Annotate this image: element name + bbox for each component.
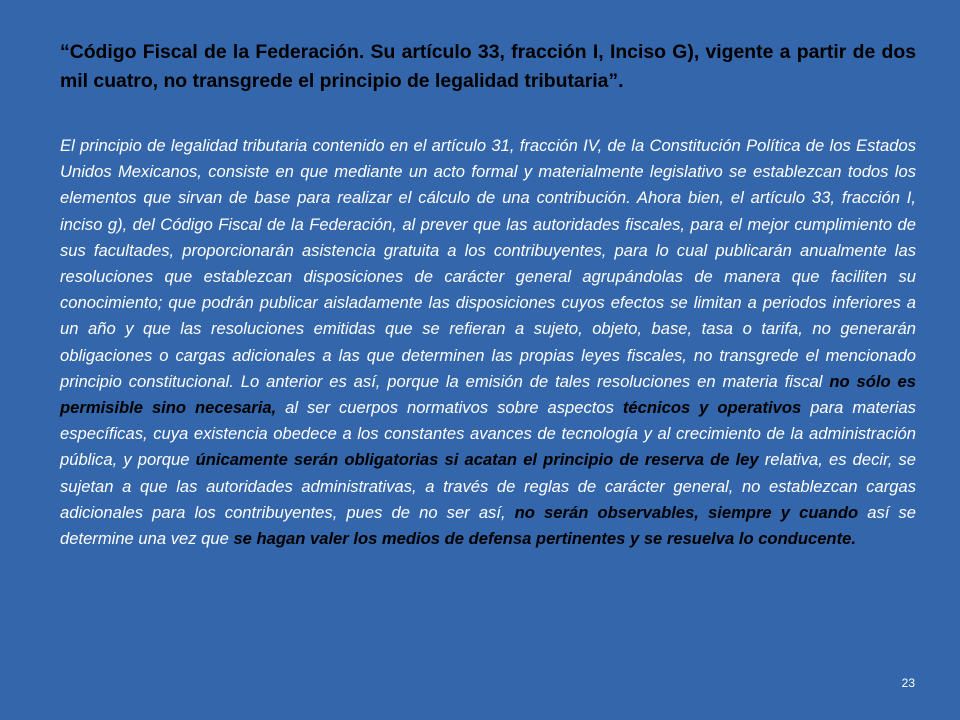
slide-title: “Código Fiscal de la Federación. Su artículo 33, fracción I, Inciso G), vigente a partir de dos mil cuatro, no transgrede el principio de legalidad tributaria”.	[60, 41, 916, 92]
body-text-segment: para materias específicas, cuya existencia obedece a los constantes avances de tecnología y al crecimiento de la administración pública, y porque	[60, 398, 916, 470]
emphasis-tecnicos: técnicos y operativos	[622, 398, 802, 418]
page-number: 23	[901, 676, 915, 690]
body-text-segment: relativa, es decir, se sujetan a que las autoridades administrativas, a través de reglas de carácter general, no establezcan cargas adicionales para los contribuyentes, pues de no ser así,	[60, 450, 916, 522]
body-paragraph	[60, 133, 916, 552]
emphasis-permisible: no sólo es permisible sino necesaria,	[60, 371, 917, 418]
emphasis-medios-defensa: se hagan valer los medios de defensa pertinentes y se resuelva lo conducente.	[233, 529, 856, 549]
emphasis-observables: no serán observables, siempre y cuando	[514, 502, 859, 522]
body-text-segment: al ser cuerpos normativos sobre aspectos	[276, 398, 623, 418]
emphasis-obligatorias: únicamente serán obligatorias si acatan el principio de reserva de ley	[195, 450, 759, 470]
body-text-segment: El principio de legalidad tributaria contenido en el artículo 31, fracción IV, de la Constitución Política de los Estados Unidos Mexicanos, consiste en que mediante un acto formal y materialmente legislativo se establezcan todos los elementos que sirvan de base para realizar el cálculo de una contribución. Ahora bien, el artículo 33, fracción I, inciso g), del Código Fiscal de la Federación, al prever que las autoridades fiscales, para el mejor cumplimiento de sus facultades, proporcionarán asistencia gratuita a los contribuyentes, para lo cual publicarán anualmente las resoluciones que establezcan disposiciones de carácter general agrupándolas de manera que faciliten su conocimiento; que podrán publicar aisladamente las disposiciones cuyos efectos se limitan a periodos inferiores a un año y que las resoluciones emitidas que se refieran a sujeto, objeto, base, tasa o tarifa, no generarán obligaciones o cargas adicionales a las que determinen las propias leyes fiscales, no transgrede el mencionado principio constitucional. Lo anterior es así, porque la emisión de tales resoluciones en materia fiscal	[60, 136, 916, 391]
body-text-segment: así se determine una vez que	[60, 502, 916, 549]
